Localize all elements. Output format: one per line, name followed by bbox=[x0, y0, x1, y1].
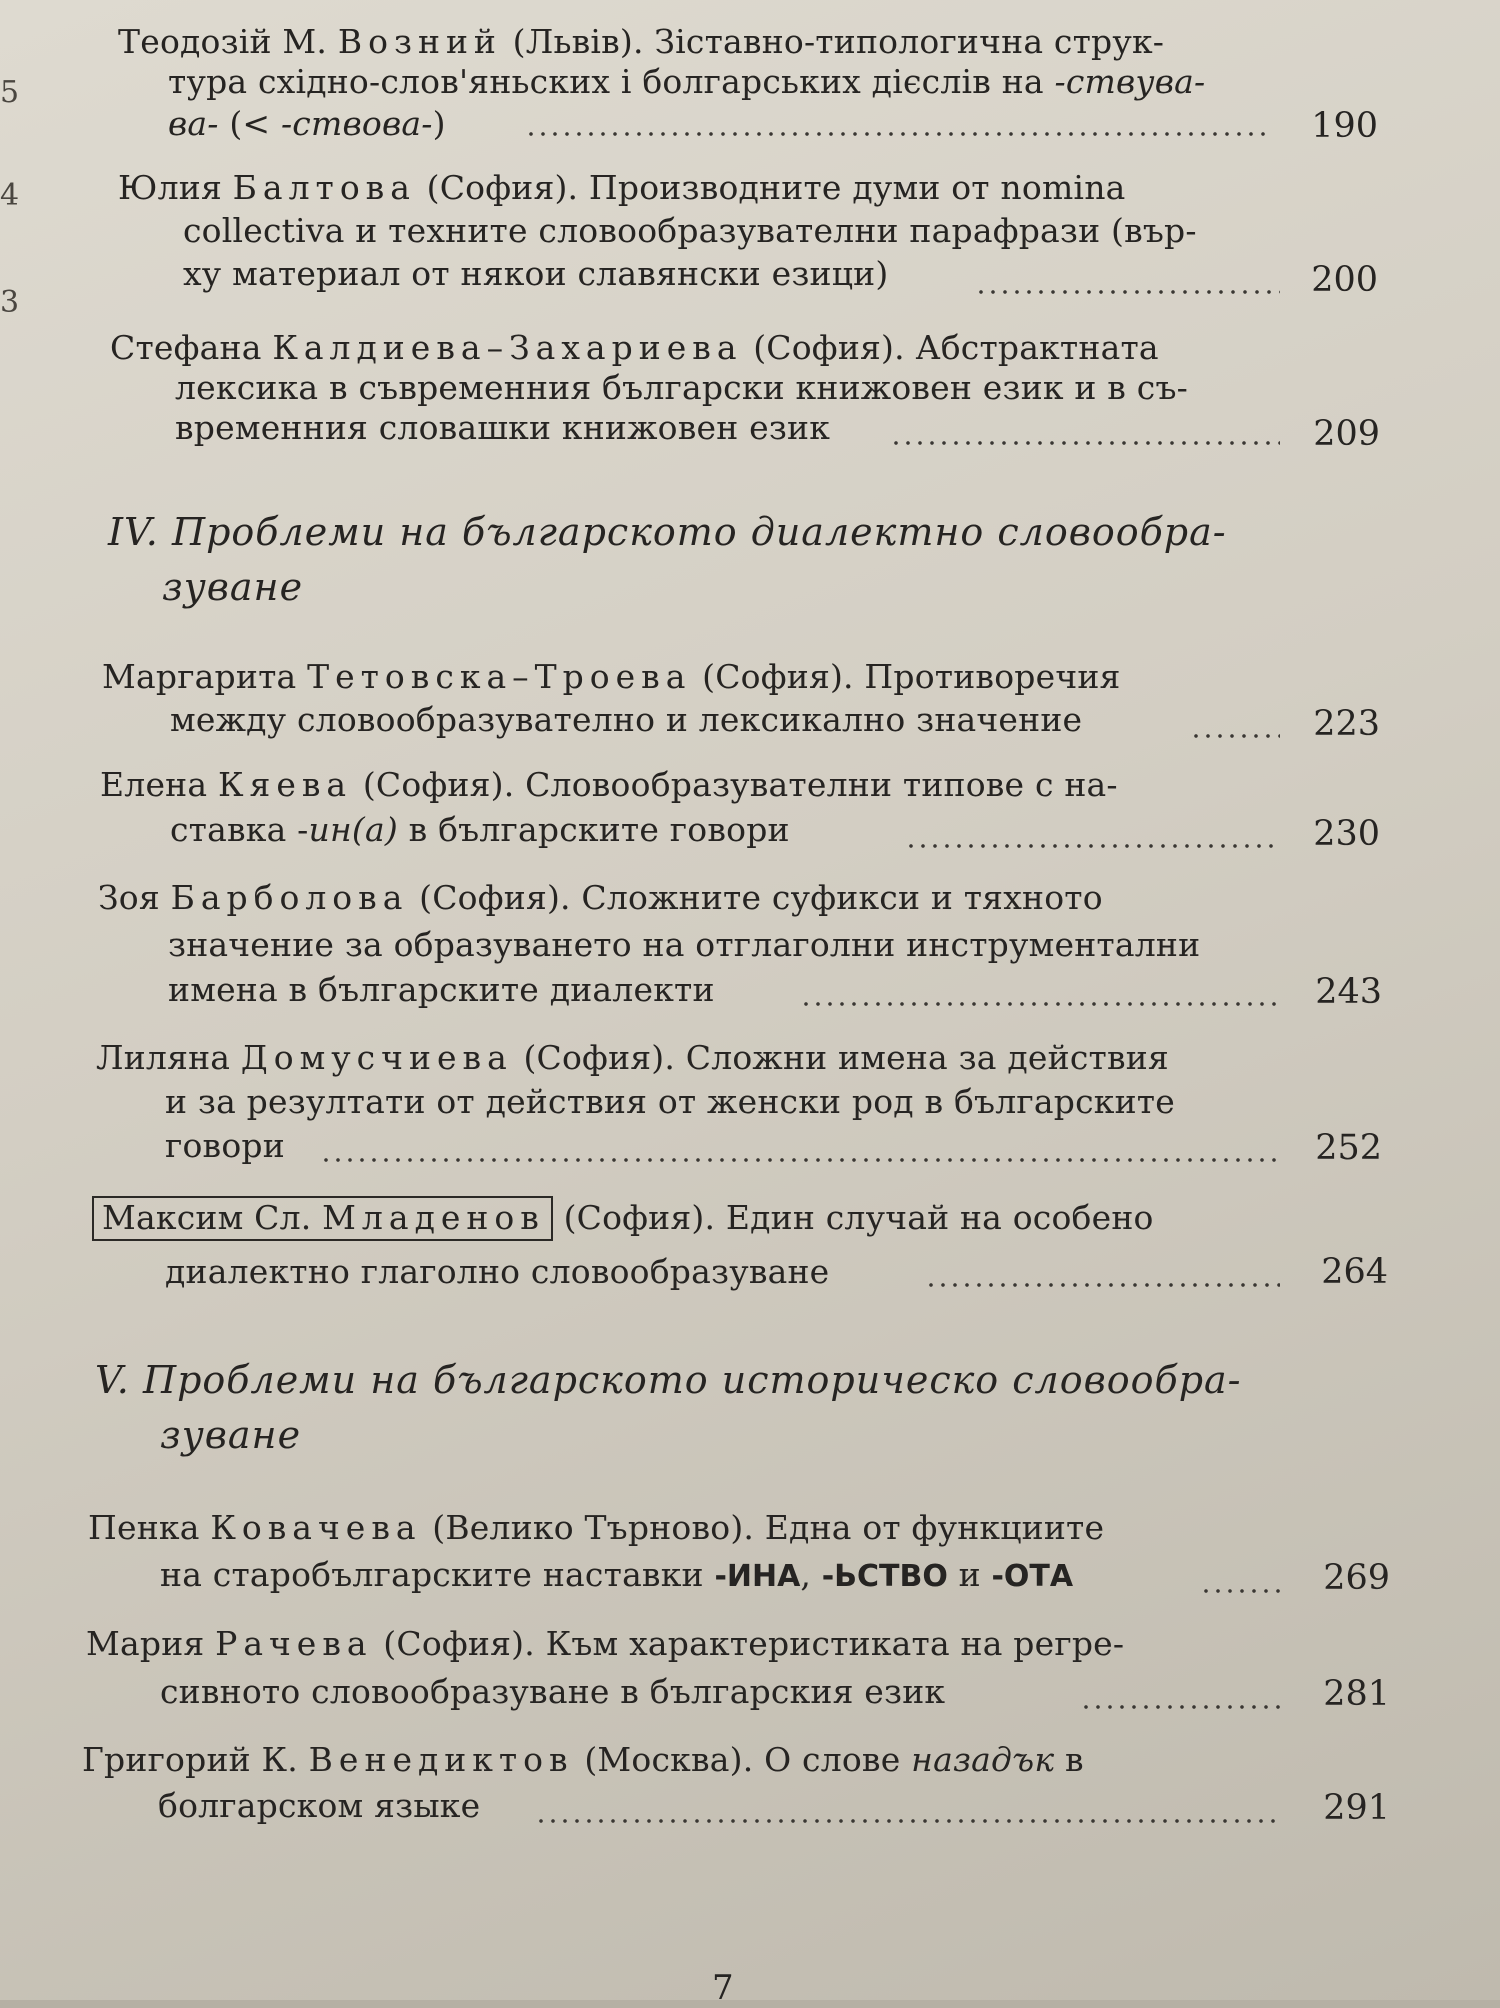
entry-line: тура східно-слов'яньских і болгарських дієслів на -ствува- bbox=[168, 62, 1206, 101]
entry-line: Юлия Балтова (София). Производните думи от nomina bbox=[118, 168, 1126, 207]
entry-line: Елена Кяева (София). Словообразувателни типове с на- bbox=[100, 765, 1118, 804]
section-heading: IV. Проблеми на българското диалектно словообра- bbox=[108, 510, 1227, 554]
section-heading: зуване bbox=[162, 565, 304, 609]
leader-dots bbox=[535, 1818, 1280, 1824]
page-number: 291 bbox=[1323, 1788, 1390, 1828]
entry-line: значение за образуването на отглаголни инструментални bbox=[168, 925, 1201, 964]
entry-line: говори bbox=[165, 1126, 285, 1165]
section-heading: зуване bbox=[160, 1413, 302, 1457]
entry-line: ставка -ин(а) в българските говори bbox=[170, 810, 790, 849]
page-number: 281 bbox=[1323, 1674, 1390, 1714]
page-number: 190 bbox=[1311, 106, 1378, 146]
leader-dots bbox=[905, 843, 1280, 849]
margin-mark: 3 bbox=[0, 285, 20, 320]
page-number: 269 bbox=[1323, 1558, 1390, 1598]
entry-line: Пенка Ковачева (Велико Търново). Една от функциите bbox=[88, 1508, 1105, 1547]
entry-line: Григорий К. Венедиктов (Москва). О слове назадък в bbox=[82, 1740, 1084, 1779]
entry-line: диалектно глаголно словообразуване bbox=[165, 1252, 830, 1291]
page-number: 209 bbox=[1313, 414, 1380, 454]
entry-line: временния словашки книжовен език bbox=[175, 408, 831, 447]
leader-dots bbox=[975, 289, 1280, 295]
page-number: 200 bbox=[1311, 260, 1378, 300]
folio: 7 bbox=[712, 1968, 734, 2008]
leader-dots bbox=[890, 440, 1280, 446]
leader-dots bbox=[525, 131, 1270, 137]
entry-line: болгарском языке bbox=[158, 1786, 481, 1825]
section-heading: V. Проблеми на българското историческо словообра- bbox=[95, 1358, 1242, 1402]
framed-author-name: Максим Сл. Младенов bbox=[92, 1196, 553, 1241]
page-number: 264 bbox=[1321, 1252, 1388, 1292]
page-number: 252 bbox=[1315, 1128, 1382, 1168]
entry-line: collectiva и техните словообразувателни парафрази (вър- bbox=[183, 211, 1197, 250]
entry-line: Мария Рачева (София). Към характеристиката на регре- bbox=[86, 1624, 1125, 1663]
entry-line: между словообразувателно и лексикално значение bbox=[170, 700, 1083, 739]
margin-mark: 4 bbox=[0, 178, 20, 213]
entry-line: на старобългарските наставки -ИНА, -ЬСТВО и -ОТА bbox=[160, 1555, 1074, 1594]
page-number: 223 bbox=[1313, 704, 1380, 744]
entry-line: и за резултати от действия от женски род в българските bbox=[165, 1082, 1175, 1121]
entry-line: ва- (< -ствова-) bbox=[168, 104, 446, 143]
entry-line: Максим Сл. Младенов (София). Един случай на особено bbox=[92, 1198, 1154, 1237]
entry-line: Стефана Калдиева–Захариева (София). Абстрактната bbox=[110, 328, 1159, 367]
entry-line: сивното словообразуване в българския език bbox=[160, 1672, 946, 1711]
entry-line: Маргарита Тетовска–Троева (София). Противоречия bbox=[102, 657, 1121, 696]
entry-line: Теодозій М. Возний (Львів). Зіставно-типологична струк- bbox=[118, 22, 1165, 61]
leader-dots bbox=[1200, 1588, 1280, 1594]
leader-dots bbox=[1080, 1704, 1280, 1710]
leader-dots bbox=[800, 1001, 1280, 1007]
margin-mark: 5 bbox=[0, 75, 20, 110]
entry-line: имена в българските диалекти bbox=[168, 970, 715, 1009]
entry-line: Лиляна Домусчиева (София). Сложни имена за действия bbox=[96, 1038, 1169, 1077]
page-number: 230 bbox=[1313, 814, 1380, 854]
leader-dots bbox=[320, 1157, 1280, 1163]
entry-line: ху материал от някои славянски езици) bbox=[183, 254, 889, 293]
entry-line: Зоя Барболова (София). Сложните суфикси и тяхното bbox=[98, 878, 1103, 917]
entry-line: лексика в съвременния български книжовен език и в съ- bbox=[175, 368, 1189, 407]
page-number: 243 bbox=[1315, 972, 1382, 1012]
leader-dots bbox=[925, 1282, 1280, 1288]
leader-dots bbox=[1190, 733, 1280, 739]
